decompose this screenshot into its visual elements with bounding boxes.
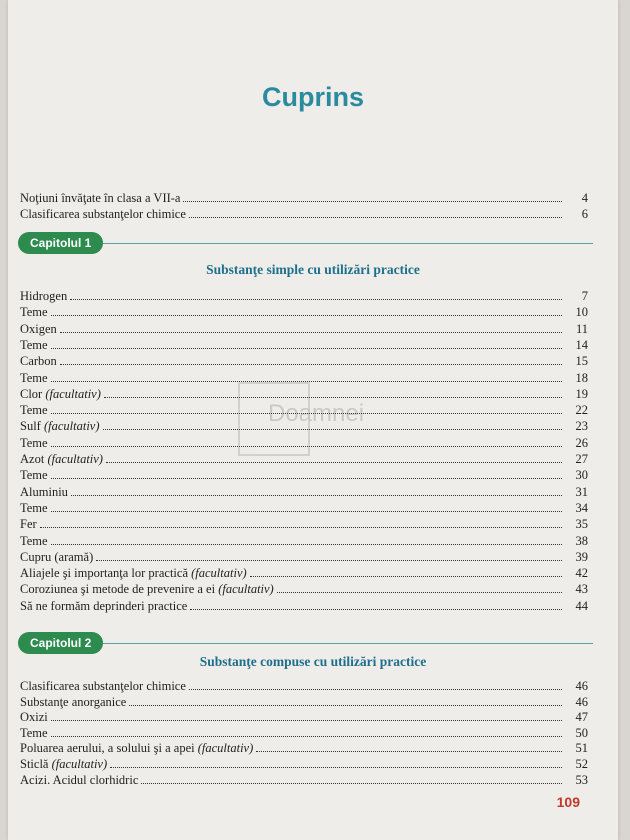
toc-entry-label bbox=[20, 581, 274, 597]
toc-entry-label bbox=[20, 467, 48, 483]
toc-entry-note: (facultativ) bbox=[191, 566, 247, 580]
toc-entry-page: 7 bbox=[581, 289, 588, 303]
toc-entry-title: Carbon bbox=[20, 354, 57, 368]
toc-entry-label bbox=[20, 386, 101, 402]
toc-entry-note: (facultativ) bbox=[43, 419, 100, 433]
dot-leader bbox=[51, 347, 562, 349]
dot-leader bbox=[106, 461, 562, 463]
toc-entry-label bbox=[20, 565, 247, 581]
toc-entry bbox=[20, 321, 588, 337]
toc-entry-label bbox=[20, 678, 186, 694]
chapter-rule bbox=[103, 643, 593, 644]
dot-leader bbox=[277, 591, 562, 593]
toc-entry-label bbox=[20, 756, 107, 772]
dot-leader bbox=[141, 782, 562, 784]
toc-entry-label bbox=[20, 709, 48, 725]
toc-entry-page: 14 bbox=[575, 338, 588, 352]
toc-entry bbox=[20, 533, 588, 549]
toc-entry-label bbox=[20, 451, 103, 467]
toc-entry-page: 30 bbox=[575, 468, 588, 482]
dot-leader bbox=[189, 688, 562, 690]
toc-entry-title: Teme bbox=[20, 436, 48, 450]
toc-entry-label bbox=[20, 304, 48, 320]
toc-entry bbox=[20, 516, 588, 532]
toc-entry-note: (facultativ) bbox=[218, 582, 274, 596]
toc-entry-page: 46 bbox=[575, 679, 588, 693]
dot-leader bbox=[51, 510, 562, 512]
toc-entry-title: Teme bbox=[20, 403, 48, 417]
toc-entry-label bbox=[20, 549, 93, 565]
dot-leader bbox=[51, 314, 562, 316]
toc-entry bbox=[20, 565, 588, 581]
chapter-rule bbox=[103, 243, 593, 244]
toc-entry-title: Coroziunea şi metode de prevenire a ei bbox=[20, 582, 216, 596]
toc-entry bbox=[20, 467, 588, 483]
dot-leader bbox=[51, 719, 562, 721]
dot-leader bbox=[110, 766, 562, 768]
toc-entry-label bbox=[20, 772, 138, 788]
chapter-title: Substanţe simple cu utilizări practice bbox=[206, 262, 420, 277]
dot-leader bbox=[250, 575, 562, 577]
toc-entry bbox=[20, 549, 588, 565]
toc-entry bbox=[20, 725, 588, 741]
toc-entry-page: 6 bbox=[581, 207, 588, 221]
toc-entry bbox=[20, 694, 588, 710]
toc-entry-label bbox=[20, 598, 187, 614]
toc-entry bbox=[20, 740, 588, 756]
toc-entry-title: Oxigen bbox=[20, 322, 57, 336]
toc-entry-page: 39 bbox=[575, 550, 588, 564]
toc-entry bbox=[20, 304, 588, 320]
toc-entry-page: 23 bbox=[575, 419, 588, 433]
toc-entry-page: 43 bbox=[575, 582, 588, 596]
toc-entry-note: (facultativ) bbox=[47, 452, 103, 466]
toc-entry-page: 15 bbox=[575, 354, 588, 368]
toc-entry bbox=[20, 288, 588, 304]
toc-entry-label bbox=[20, 206, 186, 222]
toc-entry bbox=[20, 206, 588, 222]
toc-entry-page: 47 bbox=[575, 710, 588, 724]
toc-entry-title: Sulf bbox=[20, 419, 41, 433]
toc-entry-page: 22 bbox=[575, 403, 588, 417]
chapter-header bbox=[18, 632, 593, 654]
toc-entry-page: 35 bbox=[575, 517, 588, 531]
toc-entry-page: 34 bbox=[575, 501, 588, 515]
dot-leader bbox=[71, 494, 562, 496]
toc-entry bbox=[20, 709, 588, 725]
toc-entry-title: Cupru (aramă) bbox=[20, 550, 94, 564]
toc-entry-page: 27 bbox=[575, 452, 588, 466]
dot-leader bbox=[51, 543, 562, 545]
toc-entry-page: 26 bbox=[575, 436, 588, 450]
toc-entry-title: Acizi. Acidul clorhidric bbox=[20, 773, 139, 787]
toc-entry-label bbox=[20, 190, 180, 206]
toc-entry-label bbox=[20, 402, 48, 418]
toc-entry-label bbox=[20, 725, 48, 741]
toc-entry bbox=[20, 678, 588, 694]
dot-leader bbox=[51, 477, 562, 479]
toc-entry-label bbox=[20, 435, 48, 451]
toc-entry-title: Teme bbox=[20, 338, 48, 352]
dot-leader bbox=[60, 363, 562, 365]
toc-entry-title: Teme bbox=[20, 501, 48, 515]
toc-entry-label bbox=[20, 353, 57, 369]
toc-entry-title: Clasificarea substanţelor chimice bbox=[20, 679, 186, 693]
book-page bbox=[8, 0, 618, 840]
toc-entry-title: Clor bbox=[20, 387, 43, 401]
dot-leader bbox=[51, 735, 562, 737]
toc-entry-label bbox=[20, 370, 48, 386]
footer-page-number: 109 bbox=[556, 794, 580, 810]
dot-leader bbox=[183, 200, 562, 202]
toc-entry bbox=[20, 500, 588, 516]
toc-entry-title: Teme bbox=[20, 534, 48, 548]
toc-entry-page: 18 bbox=[575, 371, 588, 385]
toc-entry-title: Oxizi bbox=[20, 710, 48, 724]
watermark-text: Doamnei bbox=[268, 400, 365, 427]
toc-entry bbox=[20, 190, 588, 206]
toc-entry bbox=[20, 484, 588, 500]
toc-entry-label bbox=[20, 288, 67, 304]
toc-entry-title: Să ne formăm deprinderi practice bbox=[20, 599, 188, 613]
toc-entry-title: Fer bbox=[20, 517, 37, 531]
toc-entry-title: Hidrogen bbox=[20, 289, 68, 303]
toc-entry-page: 42 bbox=[575, 566, 588, 580]
toc-entry-page: 38 bbox=[575, 534, 588, 548]
chapter-header bbox=[18, 232, 593, 254]
toc-entry-label bbox=[20, 418, 100, 434]
toc-entry-title: Teme bbox=[20, 726, 48, 740]
toc-entry-title: Teme bbox=[20, 468, 48, 482]
dot-leader bbox=[40, 526, 562, 528]
toc-entry-page: 50 bbox=[575, 726, 588, 740]
dot-leader bbox=[129, 704, 562, 706]
toc-entry-title: Sticlă bbox=[20, 757, 49, 771]
toc-entry-title: Substanţe anorganice bbox=[20, 695, 127, 709]
toc-entry-label bbox=[20, 694, 126, 710]
toc-entry bbox=[20, 353, 588, 369]
toc-entry bbox=[20, 772, 588, 788]
dot-leader bbox=[189, 216, 562, 218]
toc-entry-page: 11 bbox=[575, 322, 588, 336]
toc-entry-title: Clasificarea substanţelor chimice bbox=[20, 207, 186, 221]
toc-entry bbox=[20, 756, 588, 772]
dot-leader bbox=[96, 559, 562, 561]
toc-entry-page: 19 bbox=[575, 387, 588, 401]
chapter-title: Substanţe compuse cu utilizări practice bbox=[199, 654, 427, 669]
dot-leader bbox=[60, 331, 562, 333]
chapter-badge: Capitolul 1 bbox=[18, 232, 103, 254]
toc-entry-note: (facultativ) bbox=[45, 387, 101, 401]
toc-entry-label bbox=[20, 337, 48, 353]
dot-leader bbox=[190, 608, 562, 610]
toc-entry-title: Noţiuni învăţate în clasa a VII-a bbox=[20, 191, 181, 205]
toc-entry-page: 4 bbox=[581, 191, 588, 205]
toc-entry-label bbox=[20, 484, 68, 500]
chapter-badge: Capitolul 2 bbox=[18, 632, 103, 654]
dot-leader bbox=[256, 750, 562, 752]
toc-entry-label bbox=[20, 321, 57, 337]
toc-entry-page: 52 bbox=[575, 757, 588, 771]
toc-entry-label bbox=[20, 533, 48, 549]
page-title: Cuprins bbox=[261, 82, 364, 112]
toc-entry bbox=[20, 337, 588, 353]
toc-entry-page: 51 bbox=[575, 741, 588, 755]
toc-entry bbox=[20, 581, 588, 597]
watermark bbox=[238, 382, 408, 452]
toc-entry-page: 53 bbox=[575, 773, 588, 787]
toc-entry-title: Teme bbox=[20, 305, 48, 319]
toc-entry-label bbox=[20, 516, 37, 532]
toc-entry-page: 44 bbox=[575, 599, 588, 613]
toc-entry-page: 31 bbox=[575, 485, 588, 499]
toc-entry-page: 10 bbox=[575, 305, 588, 319]
toc-entry-title: Aluminiu bbox=[20, 485, 68, 499]
toc-entry-label bbox=[20, 500, 48, 516]
toc-entry-title: Teme bbox=[20, 371, 48, 385]
toc-entry-page: 46 bbox=[575, 695, 588, 709]
toc-entry-label bbox=[20, 740, 253, 756]
toc-entry-title: Poluarea aerului, a solului şi a apei bbox=[20, 741, 195, 755]
toc-entry-title: Azot bbox=[20, 452, 45, 466]
toc-entry-note: (facultativ) bbox=[197, 741, 254, 755]
toc-entry-title: Aliajele şi importanţa lor practică bbox=[20, 566, 188, 580]
dot-leader bbox=[70, 298, 562, 300]
toc-entry bbox=[20, 598, 588, 614]
toc-entry-note: (facultativ) bbox=[51, 757, 108, 771]
